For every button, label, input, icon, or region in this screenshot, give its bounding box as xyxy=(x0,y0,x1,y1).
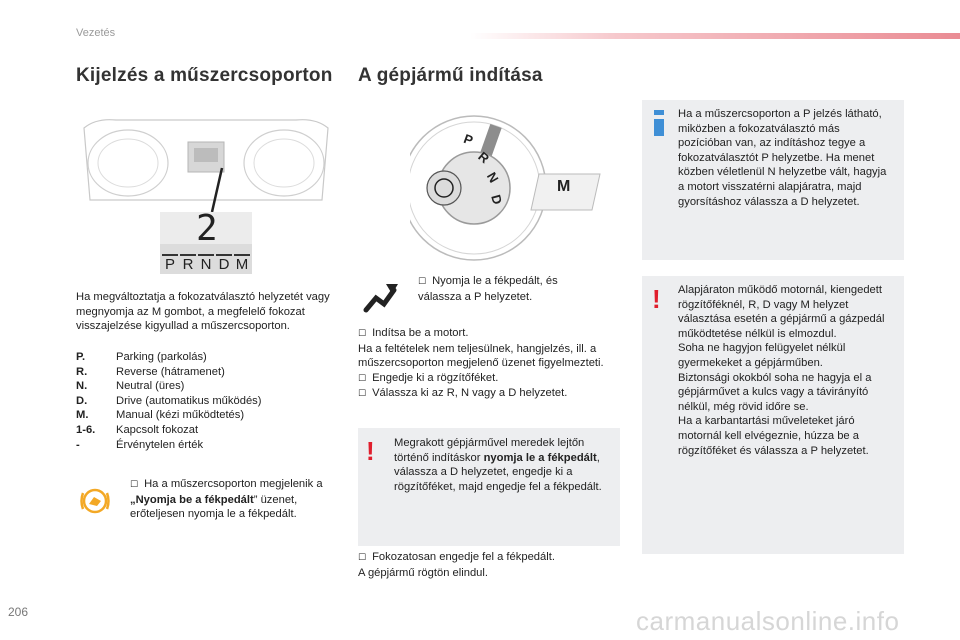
gear-letter-r: R xyxy=(180,254,196,273)
gear-list-item: P. Parking (parkolás) xyxy=(76,351,207,363)
selector-m-button: M xyxy=(557,178,571,195)
page-title-display: Kijelzés a műszercsoporton xyxy=(76,65,333,86)
cluster-illustration xyxy=(76,108,336,278)
step-press-brake: ☐ Nyomja le a fékpedált, és válassza a P helyzetet. xyxy=(418,275,558,303)
gear-list-item: N. Neutral (üres) xyxy=(76,380,185,393)
start-steps xyxy=(358,326,608,402)
watermark: carmanualsonline.info xyxy=(636,606,900,636)
step-release-pedal: ☐ Fokozatosan engedje fel a fékpedált. xyxy=(358,551,555,563)
gear-list-item: M. Manual (kézi működtetés) xyxy=(76,409,245,422)
selector-gear-r: R xyxy=(475,148,493,167)
header-accent-line xyxy=(470,33,960,39)
step-release-brake: ☐ Engedje ki a rögzítőféket. xyxy=(358,371,499,384)
gear-letter-p: P xyxy=(162,254,178,273)
gear-list-item: - Érvénytelen érték xyxy=(76,438,204,451)
step-select-gear: ☐ Válassza ki az R, N vagy a D helyzetet. xyxy=(358,387,568,400)
right-warning-text: Alapjáraton működő motornál, kiengedett rögzítőféknél, R, D vagy M helyzet választása esetén a gépjármű a gázpedál működtetése nélkül is elmozdul. Soha ne hagyjon felügyelet nélkül gyermekeket a gépjárműben. Biztonsági okokból soha ne hagyja el a gépjárművet a kulcs vagy a távirányító nélkül, még rövid időre se. Ha a karbantartási műveleteket járó motornál kell elvégeznie, húzza be a rögzítőféket és válassza a P helyzetet. xyxy=(678,284,885,457)
gear-list-item: D. Drive (automatikus működés) xyxy=(76,394,262,407)
step-start-engine: ☐ Indítsa be a motort. xyxy=(358,327,469,339)
selector-illustration xyxy=(410,108,610,268)
info-box xyxy=(642,100,904,260)
gear-strip xyxy=(162,254,250,273)
info-icon xyxy=(654,110,664,136)
bullet-icon: ☐ xyxy=(130,480,139,490)
slope-warning-text: Megrakott gépjárművel meredek lejtőn történő indításkor nyomja le a fékpedált, válassza a D helyzetet, engedje ki a rögzítőféket, majd engedje fel a fékpedált. xyxy=(394,437,602,493)
gear-list xyxy=(76,350,338,452)
selector-gear-p: P xyxy=(461,130,475,149)
section-label: Vezetés xyxy=(76,27,116,39)
gear-letter-n: N xyxy=(198,254,214,273)
right-warning-box xyxy=(642,276,904,554)
info-text: Ha a műszercsoporton a P jelzés látható, miközben a fokozatválasztó más pozícióban van, az indításhoz tegye a fokozatválasztót P helyzetbe. Ha menet közben véletlenül N helyzetbe vált, hagyja a motort visszatérni alapjáratra, majd gyorsításhoz válassza a D helyzetet. xyxy=(678,108,887,208)
gear-list-item: R. Reverse (hátramenet) xyxy=(76,365,225,378)
bullet-icon: ☐ xyxy=(418,277,427,287)
vehicle-moves-text: A gépjármű rögtön elindul. xyxy=(358,566,488,579)
brake-note: ☐ Ha a műszercsoporton megjelenik a „Nyomja be a fékpedált” üzenet, erőteljesen nyomja le a fékpedált. xyxy=(130,478,323,521)
intro-paragraph: Ha megváltoztatja a fokozatválasztó helyzetét vagy megnyomja az M gombot, a megfelelő fokozat visszajelzése kigyullad a műszercsoporton. xyxy=(76,291,330,333)
page-number: 206 xyxy=(8,605,29,619)
conditions-paragraph: Ha a feltételek nem teljesülnek, hangjelzés, ill. a műszercsoporton megjelenő üzenet figyelmezteti. xyxy=(358,342,604,370)
page-title-starting: A gépjármű indítása xyxy=(358,65,543,86)
selector-gear-n: N xyxy=(483,169,502,186)
gear-letter-m: M xyxy=(235,256,249,273)
warning-icon: ! xyxy=(652,284,661,314)
brake-warning-icon xyxy=(80,488,110,519)
gear-digit: 2 xyxy=(196,208,218,249)
gear-letter-d: D xyxy=(216,254,232,273)
gear-list-item: 1-6. Kapcsolt fokozat xyxy=(76,423,199,436)
brake-pedal-icon xyxy=(362,280,402,321)
slope-warning-box xyxy=(358,428,620,546)
warning-icon: ! xyxy=(366,436,375,466)
selector-gear-d: D xyxy=(488,193,506,206)
final-steps xyxy=(358,550,620,580)
